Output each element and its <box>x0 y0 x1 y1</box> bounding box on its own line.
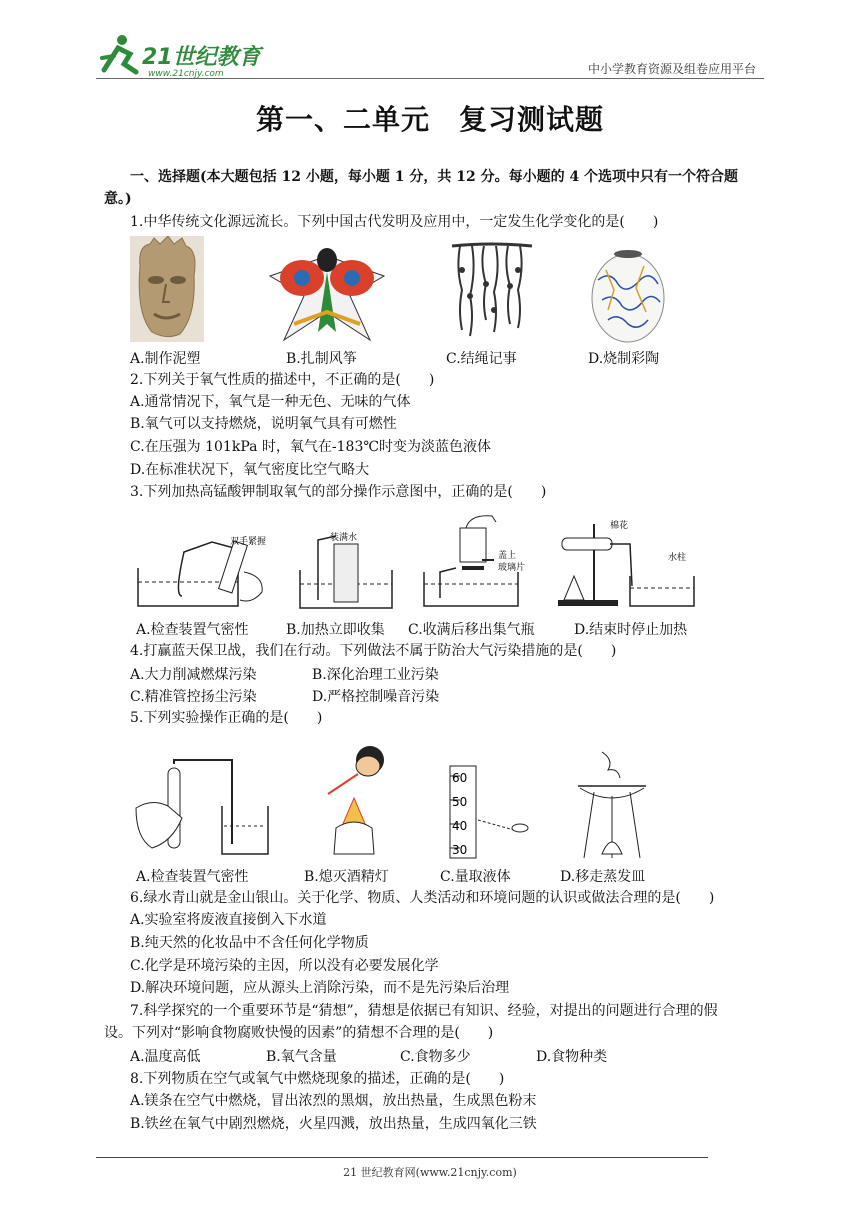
q7-stem-line1: 7.科学探究的一个重要环节是“猜想”，猜想是依据已有知识、经验，对提出的问题进行合理的假 <box>130 1003 718 1019</box>
page-title: 第一、二单元 复习测试题 <box>255 103 604 136</box>
stop-heating-diagram <box>554 516 698 612</box>
footer-divider <box>96 1157 708 1158</box>
q5-option-b[interactable]: B.熄灭酒精灯 <box>304 869 389 885</box>
test-tube-airtightness-diagram <box>132 758 272 858</box>
q5-option-d[interactable]: D.移走蒸发皿 <box>560 869 646 885</box>
airtightness-check-diagram <box>134 512 274 612</box>
q8-option-a[interactable]: A.镁条在空气中燃烧，冒出浓烈的黑烟，放出热量，生成黑色粉末 <box>130 1093 537 1109</box>
q8-option-b[interactable]: B.铁丝在氧气中剧烈燃烧，火星四溅，放出热量，生成四氧化三铁 <box>130 1116 537 1132</box>
q6-option-b[interactable]: B.纯天然的化妆品中不含任何化学物质 <box>130 935 369 951</box>
q2-option-d[interactable]: D.在标准状况下，氧气密度比空气略大 <box>130 462 370 478</box>
painted-pottery-image <box>588 240 668 344</box>
q4-stem: 4.打赢蓝天保卫战，我们在行动。下列做法不属于防治大气污染措施的是( ) <box>130 643 617 659</box>
header-divider <box>96 78 764 79</box>
footer-text: 21 世纪教育网(www.21cnjy.com) <box>343 1166 517 1179</box>
q5-stem: 5.下列实验操作正确的是( ) <box>130 710 323 726</box>
clay-mask-image <box>130 236 204 342</box>
q7-option-d[interactable]: D.食物种类 <box>536 1049 608 1065</box>
q5-option-a[interactable]: A.检查装置气密性 <box>136 869 249 885</box>
q1-option-b[interactable]: B.扎制风筝 <box>286 351 357 367</box>
q2-option-b[interactable]: B.氧气可以支持燃烧，说明氧气具有可燃性 <box>130 416 397 432</box>
kite-image <box>264 236 390 342</box>
svg-text:水柱: 水柱 <box>668 553 687 563</box>
q1-option-c[interactable]: C.结绳记事 <box>446 351 517 367</box>
q4-options-row1 <box>130 664 730 684</box>
svg-text:装满水: 装满水 <box>330 533 358 543</box>
q7-option-b[interactable]: B.氧气含量 <box>266 1049 337 1065</box>
svg-text:21世纪教育: 21世纪教育 <box>142 45 261 70</box>
q2-option-a[interactable]: A.通常情况下，氧气是一种无色、无味的气体 <box>130 394 411 410</box>
q4-options-row2 <box>130 686 730 706</box>
svg-text:30: 30 <box>452 843 468 857</box>
q6-option-c[interactable]: C.化学是环境污染的主因，所以没有必要发展化学 <box>130 958 439 974</box>
site-logo <box>96 30 266 80</box>
q7-stem-line2: 设。下列对“影响食物腐败快慢的因素”的猜想不合理的是( ) <box>104 1025 494 1041</box>
q3-options <box>136 619 736 639</box>
q4-option-d[interactable]: D.严格控制噪音污染 <box>312 689 440 705</box>
svg-text:玻璃片: 玻璃片 <box>498 563 526 573</box>
svg-text:40: 40 <box>452 819 468 833</box>
q2-option-c[interactable]: C.在压强为 101kPa 时，氧气在-183℃时变为淡蓝色液体 <box>130 439 492 455</box>
q1-option-d[interactable]: D.烧制彩陶 <box>588 351 660 367</box>
q4-option-a[interactable]: A.大力削减燃煤污染 <box>130 667 257 683</box>
q4-option-b[interactable]: B.深化治理工业污染 <box>312 667 439 683</box>
q1-options <box>130 348 730 368</box>
graduated-cylinder-diagram <box>446 764 536 860</box>
q1-stem: 1.中华传统文化源远流长。下列中国古代发明及应用中，一定发生化学变化的是( ) <box>130 214 659 230</box>
q5-option-c[interactable]: C.量取液体 <box>440 869 511 885</box>
platform-name: 中小学教育资源及组卷应用平台 <box>587 62 756 76</box>
q7-option-a[interactable]: A.温度高低 <box>130 1049 201 1065</box>
evaporating-dish-diagram <box>574 750 650 860</box>
q8-stem: 8.下列物质在空气或氧气中燃烧现象的描述，正确的是( ) <box>130 1071 505 1087</box>
q6-stem: 6.绿水青山就是金山银山。关于化学、物质、人类活动和环境问题的认识或做法合理的是( ) <box>130 890 715 906</box>
q3-stem: 3.下列加热高锰酸钾制取氧气的部分操作示意图中，正确的是( ) <box>130 484 547 500</box>
q4-option-c[interactable]: C.精准管控扬尘污染 <box>130 689 257 705</box>
q3-option-c[interactable]: C.收满后移出集气瓶 <box>408 622 535 638</box>
q3-option-a[interactable]: A.检查装置气密性 <box>136 622 249 638</box>
q2-stem: 2.下列关于氧气性质的描述中，不正确的是( ) <box>130 372 435 388</box>
svg-text:双手紧握: 双手紧握 <box>230 537 267 547</box>
extinguish-lamp-diagram <box>318 736 398 858</box>
svg-text:www.21cnjy.com: www.21cnjy.com <box>148 69 224 79</box>
svg-text:棉花: 棉花 <box>610 521 629 531</box>
q1-option-a[interactable]: A.制作泥塑 <box>130 351 201 367</box>
q3-option-b[interactable]: B.加热立即收集 <box>286 622 385 638</box>
q6-option-a[interactable]: A.实验室将废液直接倒入下水道 <box>130 912 327 928</box>
move-collection-bottle-diagram <box>420 512 536 612</box>
svg-text:60: 60 <box>452 771 468 785</box>
knotted-rope-image <box>450 240 534 340</box>
q7-options <box>130 1046 730 1066</box>
q6-option-d[interactable]: D.解决环境问题，应从源头上消除污染，而不是先污染后治理 <box>130 980 510 996</box>
q7-option-c[interactable]: C.食物多少 <box>400 1049 471 1065</box>
q5-options <box>136 866 736 886</box>
collect-heating-diagram <box>296 530 406 612</box>
section-heading-line1: 一、选择题(本大题包括 12 小题，每小题 1 分，共 12 分。每小题的 4 个选项中只有一个符合题 <box>130 169 739 185</box>
svg-text:盖上: 盖上 <box>498 551 517 561</box>
section-heading-line2: 意。) <box>104 191 132 207</box>
q3-option-d[interactable]: D.结束时停止加热 <box>574 622 688 638</box>
svg-text:50: 50 <box>452 795 468 809</box>
